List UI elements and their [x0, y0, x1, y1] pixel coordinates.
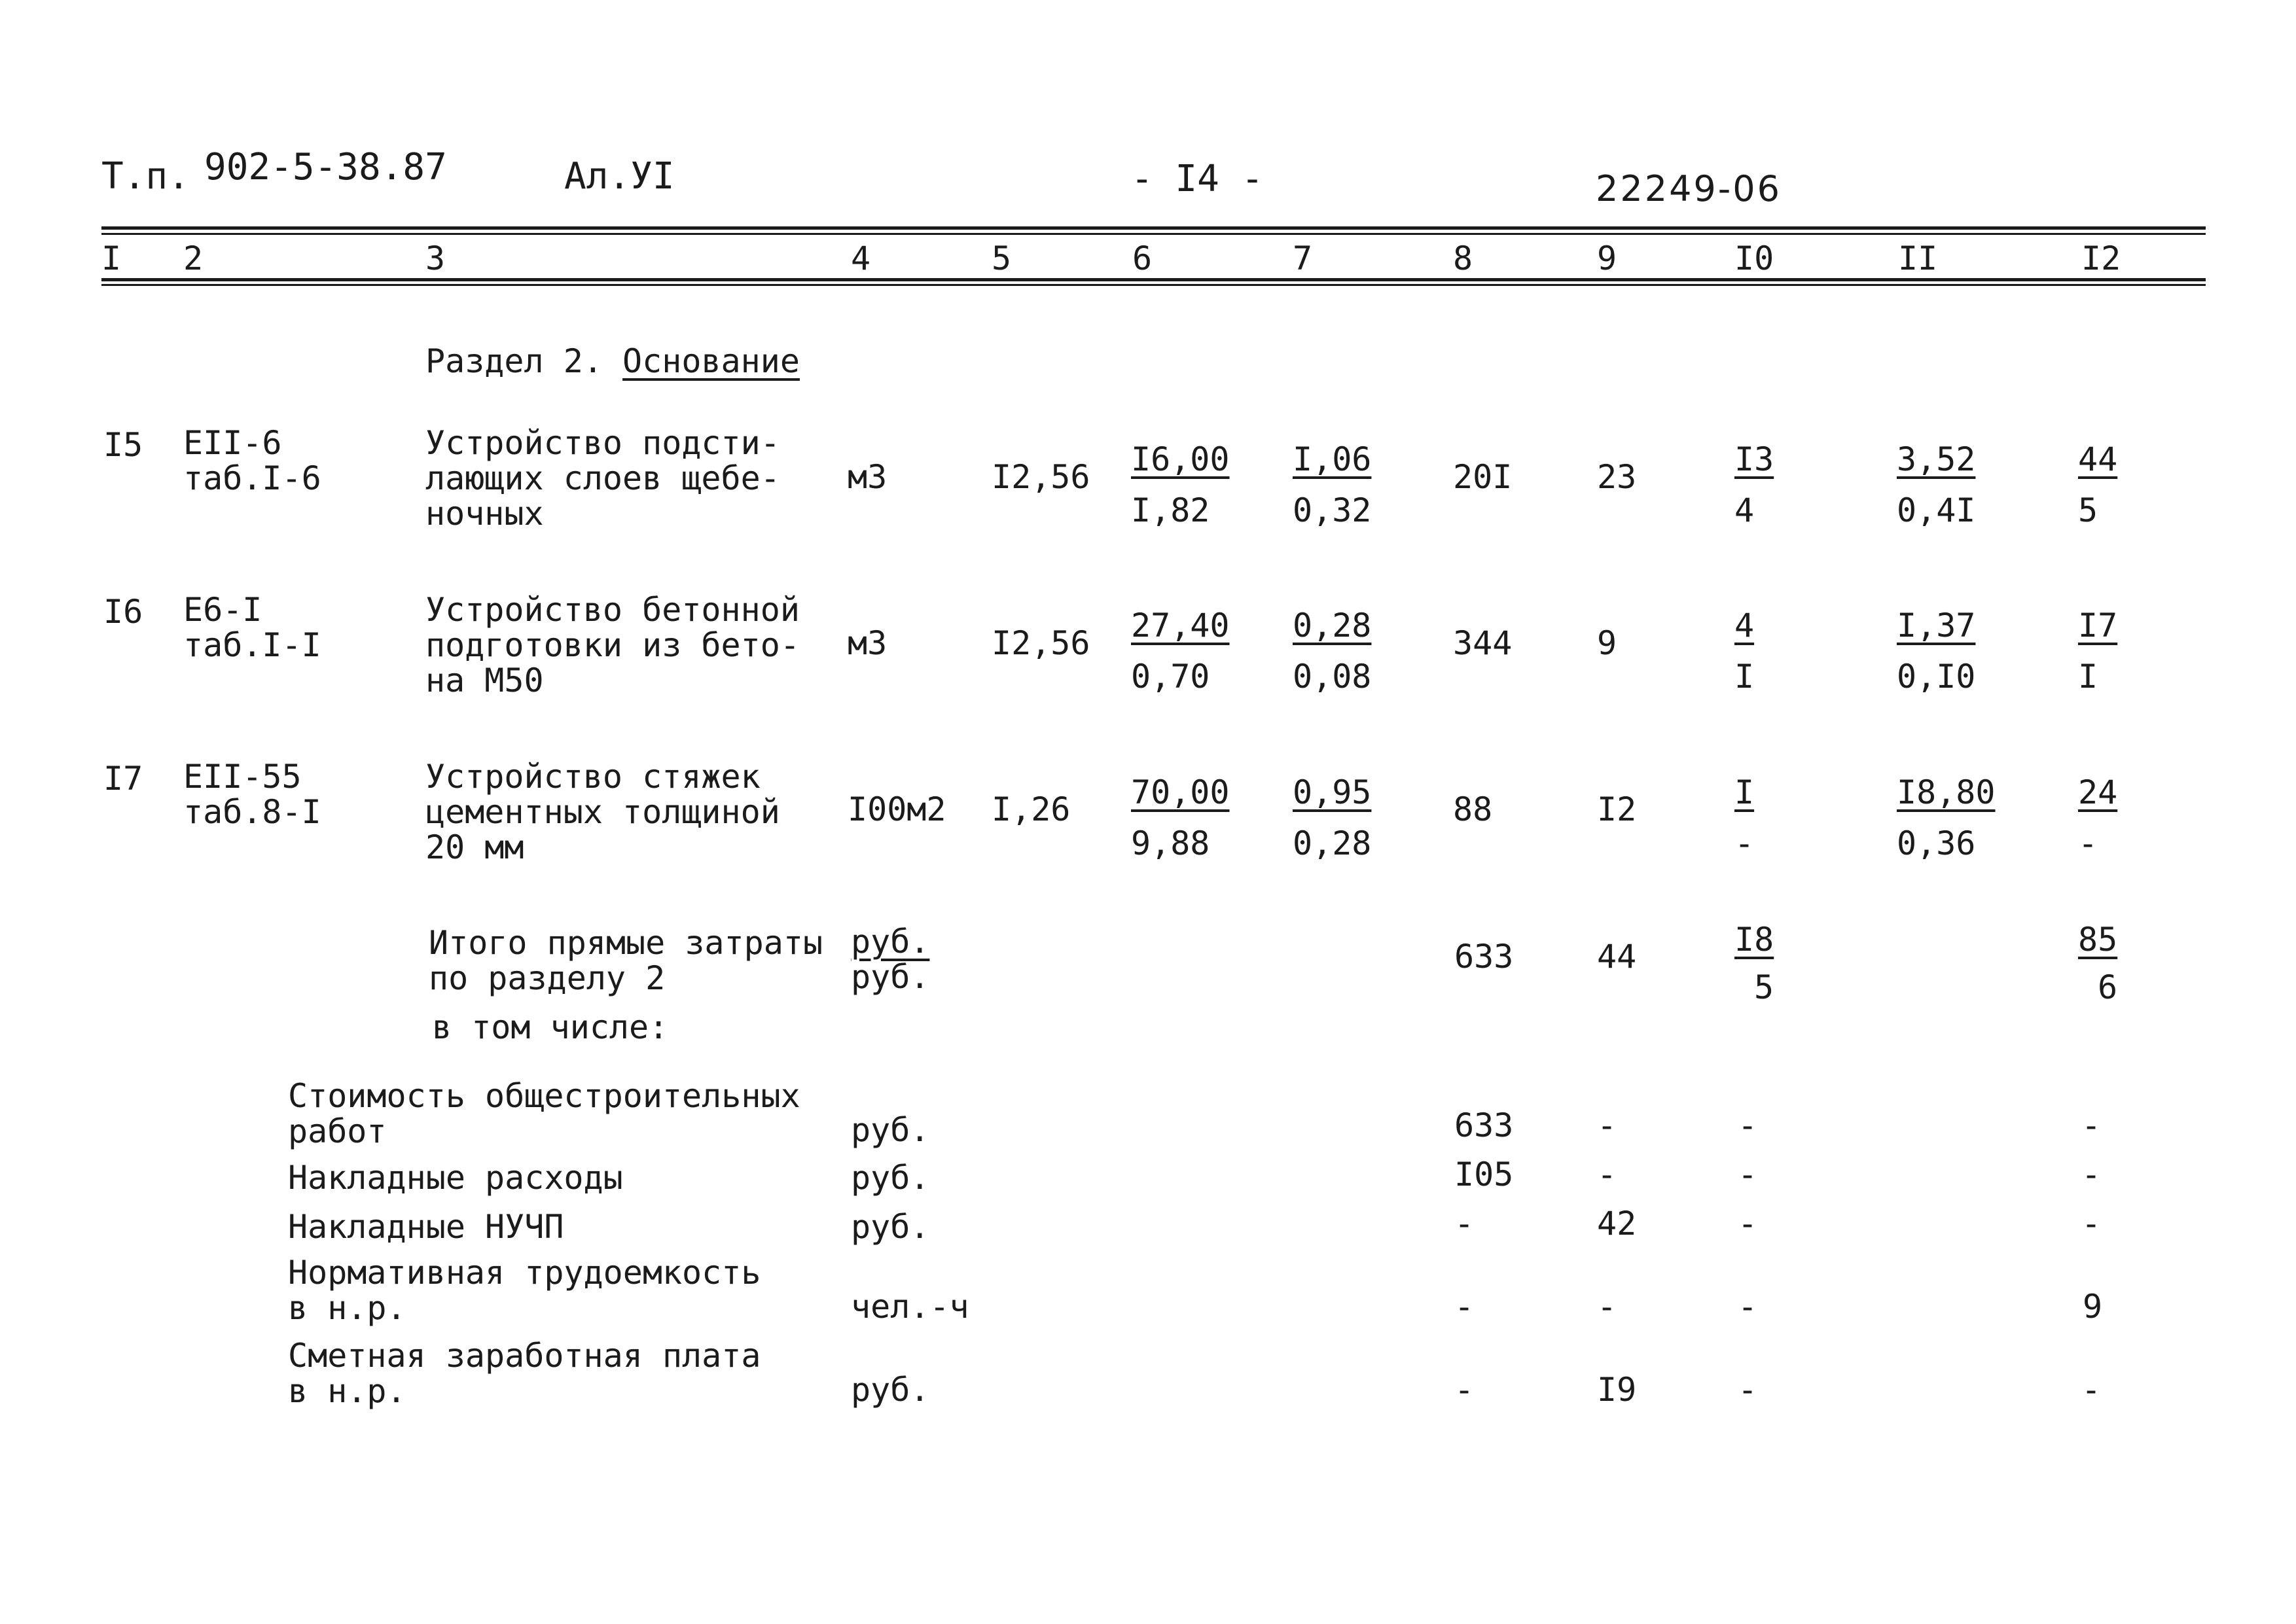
row-quantity: I2,56 — [992, 458, 1090, 496]
section-title — [425, 342, 800, 380]
col6-bottom: 0,70 — [1131, 658, 1210, 696]
breakdown-col10: - — [1738, 1156, 1758, 1193]
col12-top: 44 — [2078, 440, 2118, 478]
col11-bottom: 0,I0 — [1897, 658, 1976, 696]
col7-top: 0,95 — [1293, 773, 1372, 811]
col12-bottom: 5 — [2078, 491, 2098, 529]
col12-top: I7 — [2078, 607, 2118, 644]
col9-value: 23 — [1597, 458, 1637, 496]
col6-top: 27,40 — [1131, 607, 1230, 644]
col11-bottom: 0,36 — [1897, 824, 1976, 862]
col7-bottom: 0,32 — [1293, 491, 1372, 529]
page-number: - I4 - — [1131, 158, 1264, 200]
col9-value: I2 — [1597, 790, 1637, 828]
col11-top: 3,52 — [1897, 440, 1976, 478]
header-rule-top-1 — [101, 226, 2206, 230]
album-number: Ал.УI — [564, 155, 675, 198]
column-header-2: 2 — [183, 239, 204, 277]
breakdown-col12: - — [2081, 1156, 2102, 1193]
breakdown-col9: I9 — [1597, 1371, 1637, 1409]
col7-top: 0,28 — [1293, 607, 1372, 644]
row-number: I7 — [103, 760, 143, 798]
breakdown-label: Стоимость общестроительных работ — [288, 1077, 800, 1150]
col8-value: 20I — [1453, 458, 1513, 496]
breakdown-col12: 9 — [2083, 1288, 2103, 1326]
col10-top: I — [1734, 773, 1755, 811]
column-header-3: 3 — [425, 239, 446, 277]
row-quantity: I2,56 — [992, 624, 1090, 662]
col8-value: 344 — [1453, 624, 1513, 662]
total-col10-top: I8 — [1734, 921, 1774, 959]
column-header-9: 9 — [1597, 239, 1617, 277]
header-rule-bottom-1 — [101, 278, 2206, 281]
breakdown-col9: - — [1597, 1156, 1617, 1193]
col11-top: I,37 — [1897, 607, 1976, 644]
breakdown-col9: - — [1597, 1288, 1617, 1326]
col8-value: 88 — [1453, 790, 1493, 828]
total-col12-bottom: 6 — [2098, 968, 2118, 1006]
col11-top: I8,80 — [1897, 773, 1996, 811]
breakdown-col8: 633 — [1454, 1106, 1514, 1144]
breakdown-unit: руб. — [851, 1111, 930, 1149]
project-number: 902-5-38.87 — [204, 146, 447, 188]
row-code: EII-55 таб.8-I — [183, 758, 321, 831]
column-header-5: 5 — [992, 239, 1012, 277]
column-header-1: I — [101, 239, 122, 277]
breakdown-label: Нормативная трудоемкость в н.р. — [288, 1254, 761, 1327]
column-header-8: 8 — [1453, 239, 1473, 277]
column-header-11: II — [1898, 239, 1938, 277]
row-unit: I00м2 — [848, 790, 946, 828]
row-description: Устройство подсти- лающих слоев щебе- ночных — [425, 424, 780, 533]
col10-top: I3 — [1734, 440, 1774, 478]
col6-bottom: 9,88 — [1131, 824, 1210, 862]
col9-value: 9 — [1597, 624, 1617, 662]
column-header-10: I0 — [1734, 239, 1774, 277]
row-number: I5 — [103, 426, 143, 464]
col10-bottom: 4 — [1734, 491, 1755, 529]
breakdown-label: Накладные расходы — [288, 1159, 623, 1197]
breakdown-col10: - — [1738, 1288, 1758, 1326]
col6-bottom: I,82 — [1131, 491, 1210, 529]
row-code: EII-6 таб.I-6 — [183, 424, 321, 497]
column-header-4: 4 — [851, 239, 871, 277]
section-name: Основание — [622, 342, 800, 380]
col12-bottom: I — [2078, 658, 2098, 696]
breakdown-col8: - — [1454, 1371, 1475, 1409]
col7-bottom: 0,28 — [1293, 824, 1372, 862]
breakdown-col12: - — [2081, 1205, 2102, 1243]
row-number: I6 — [103, 593, 143, 631]
row-description: Устройство бетонной подготовки из бето- на М50 — [425, 591, 800, 699]
doc-number: 22249-06 — [1596, 168, 1782, 209]
breakdown-col9: 42 — [1597, 1205, 1637, 1243]
breakdown-col10: - — [1738, 1106, 1758, 1144]
breakdown-col9: - — [1597, 1106, 1617, 1144]
total-unit-top: руб. — [851, 923, 930, 961]
col10-top: 4 — [1734, 607, 1755, 644]
breakdown-col10: - — [1738, 1205, 1758, 1243]
col10-bottom: I — [1734, 658, 1755, 696]
total-col10-bottom: 5 — [1754, 968, 1774, 1006]
column-header-7: 7 — [1293, 239, 1313, 277]
column-header-12: I2 — [2081, 239, 2121, 277]
row-quantity: I,26 — [992, 790, 1071, 828]
row-description: Устройство стяжек цементных толщиной 20 мм — [425, 758, 780, 866]
breakdown-col12: - — [2081, 1371, 2102, 1409]
total-unit-bottom: руб. — [851, 958, 930, 996]
including-label: в том числе: — [432, 1008, 669, 1046]
header-rule-bottom-2 — [101, 284, 2206, 286]
row-unit: м3 — [848, 458, 888, 496]
breakdown-unit: чел.-ч — [851, 1288, 969, 1326]
row-unit: м3 — [848, 624, 888, 662]
total-col9: 44 — [1597, 938, 1637, 976]
breakdown-unit: руб. — [851, 1159, 930, 1197]
breakdown-col10: - — [1738, 1371, 1758, 1409]
breakdown-unit: руб. — [851, 1208, 930, 1246]
breakdown-col8: - — [1454, 1205, 1475, 1243]
col11-bottom: 0,4I — [1897, 491, 1976, 529]
col6-top: I6,00 — [1131, 440, 1230, 478]
column-header-6: 6 — [1132, 239, 1153, 277]
breakdown-col8: I05 — [1454, 1156, 1514, 1193]
breakdown-col8: - — [1454, 1288, 1475, 1326]
breakdown-label: Сметная заработная плата в н.р. — [288, 1337, 761, 1410]
col7-bottom: 0,08 — [1293, 658, 1372, 696]
total-col8: 633 — [1454, 938, 1514, 976]
col7-top: I,06 — [1293, 440, 1372, 478]
breakdown-label: Накладные НУЧП — [288, 1208, 564, 1246]
header-rule-top-2 — [101, 233, 2206, 235]
doc-prefix: Т.п. — [101, 155, 190, 198]
col12-bottom: - — [2078, 824, 2098, 862]
total-col12-top: 85 — [2078, 921, 2118, 959]
col10-bottom: - — [1734, 824, 1755, 862]
row-code: E6-I таб.I-I — [183, 591, 321, 664]
col12-top: 24 — [2078, 773, 2118, 811]
col6-top: 70,00 — [1131, 773, 1230, 811]
breakdown-col12: - — [2081, 1106, 2102, 1144]
section-prefix: Раздел 2. — [425, 342, 603, 380]
breakdown-unit: руб. — [851, 1371, 930, 1409]
total-description: Итого прямые затраты по разделу 2 — [429, 924, 823, 997]
